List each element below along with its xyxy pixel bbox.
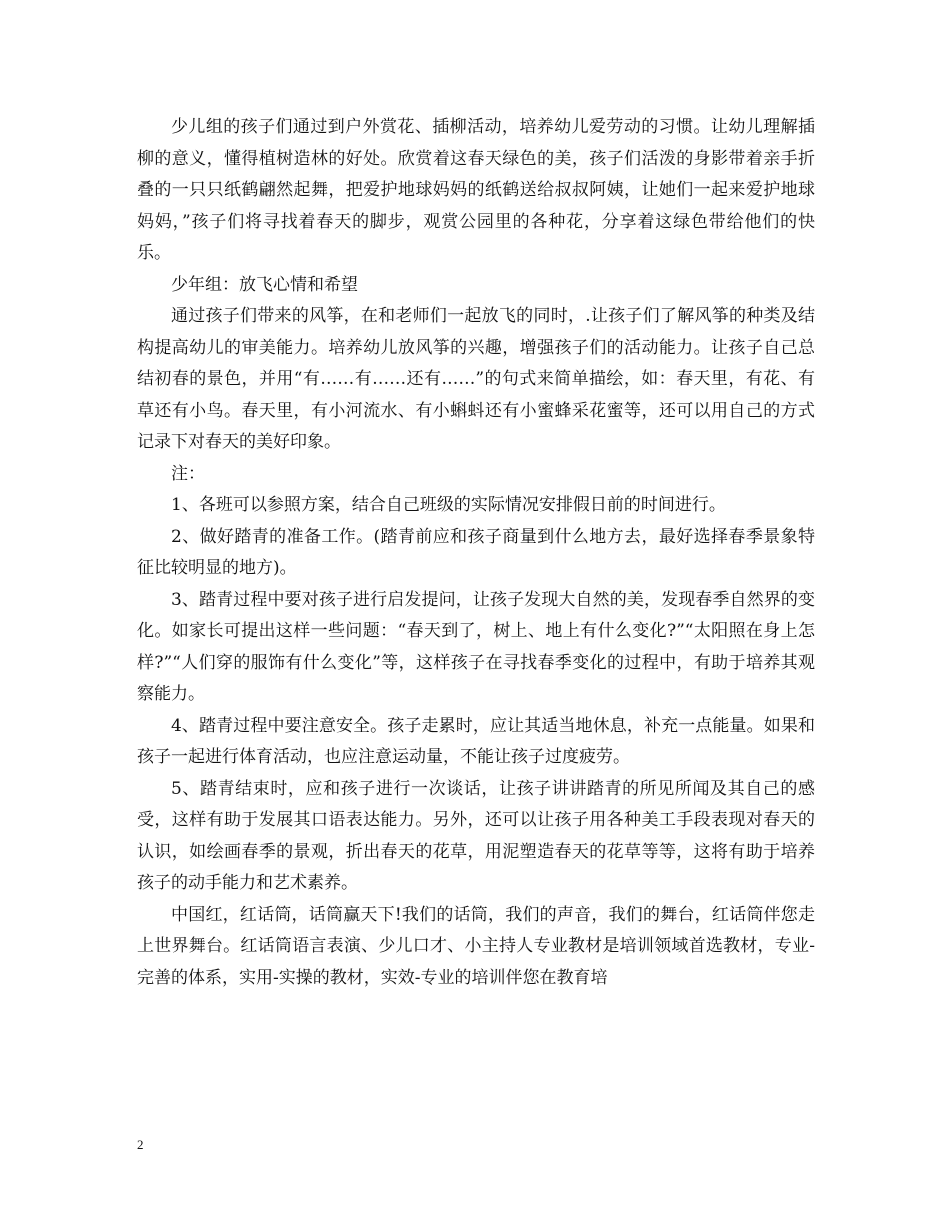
page-number: 2 bbox=[137, 1137, 144, 1152]
paragraph-note-5: 5、踏青结束时，应和孩子进行一次谈话，让孩子讲讲踏青的所见所闻及其自己的感受，这样有助于发展其口语表达能力。另外，还可以让孩子用各种美工手段表现对春天的认识，如绘画春季的景观，折出春天的花草，用泥塑造春天的花草等等，这将有助于培养孩子的动手能力和艺术素养。 bbox=[137, 778, 815, 893]
paragraph-notes-heading: 注： bbox=[171, 463, 205, 484]
paragraph-youth-group-heading: 少年组：放飞心情和希望 bbox=[171, 274, 358, 295]
paragraph-kite-activity: 通过孩子们带来的风筝，在和老师们一起放飞的同时，.让孩子们了解风筝的种类及结构提高幼儿的审美能力。培养幼儿放风筝的兴趣，增强孩子们的活动能力。让孩子自己总结初春的景色，并用“有……有……还有……”的句式来简单描绘，如：春天里，有花、有草还有小鸟。春天里，有小河流水、有小蝌蚪还有小蜜蜂采花蜜等，还可以用自己的方式记录下对春天的美好印象。 bbox=[137, 306, 815, 452]
document-body bbox=[137, 112, 815, 994]
paragraph-red-microphone: 中国红，红话筒，话筒赢天下!我们的话筒，我们的声音，我们的舞台，红话筒伴您走上世界舞台。红话筒语言表演、少儿口才、小主持人专业教材是培训领域首选教材，专业-完善的体系，实用-实操的教材，实效-专业的培训伴您在教育培 bbox=[137, 904, 815, 988]
paragraph-note-4: 4、踏青过程中要注意安全。孩子走累时，应让其适当地休息，补充一点能量。如果和孩子一起进行体育活动，也应注意运动量，不能让孩子过度疲劳。 bbox=[137, 715, 815, 767]
paragraph-note-1: 1、各班可以参照方案，结合自己班级的实际情况安排假日前的时间进行。 bbox=[171, 495, 726, 515]
paragraph-note-2: 2、做好踏青的准备工作。(踏青前应和孩子商量到什么地方去，最好选择春季景象特征比较明显的地方)。 bbox=[137, 526, 815, 578]
paragraph-children-group: 少儿组的孩子们通过到户外赏花、插柳活动，培养幼儿爱劳动的习惯。让幼儿理解插柳的意义，懂得植树造林的好处。欣赏着这春天绿色的美，孩子们活泼的身影带着亲手折叠的一只只纸鹤翩然起舞，把爱护地球妈妈的纸鹤送给叔叔阿姨，让她们一起来爱护地球妈妈，”孩子们将寻找着春天的脚步，观赏公园里的各种花，分享着这绿色带给他们的快乐。 bbox=[137, 117, 815, 263]
paragraph-note-3: 3、踏青过程中要对孩子进行启发提问，让孩子发现大自然的美，发现春季自然界的变化。如家长可提出这样一些问题：“春天到了，树上、地上有什么变化?”“太阳照在身上怎样?”“人们穿的服饰有什么变化”等，这样孩子在寻找春季变化的过程中，有助于培养其观察能力。 bbox=[137, 589, 815, 704]
